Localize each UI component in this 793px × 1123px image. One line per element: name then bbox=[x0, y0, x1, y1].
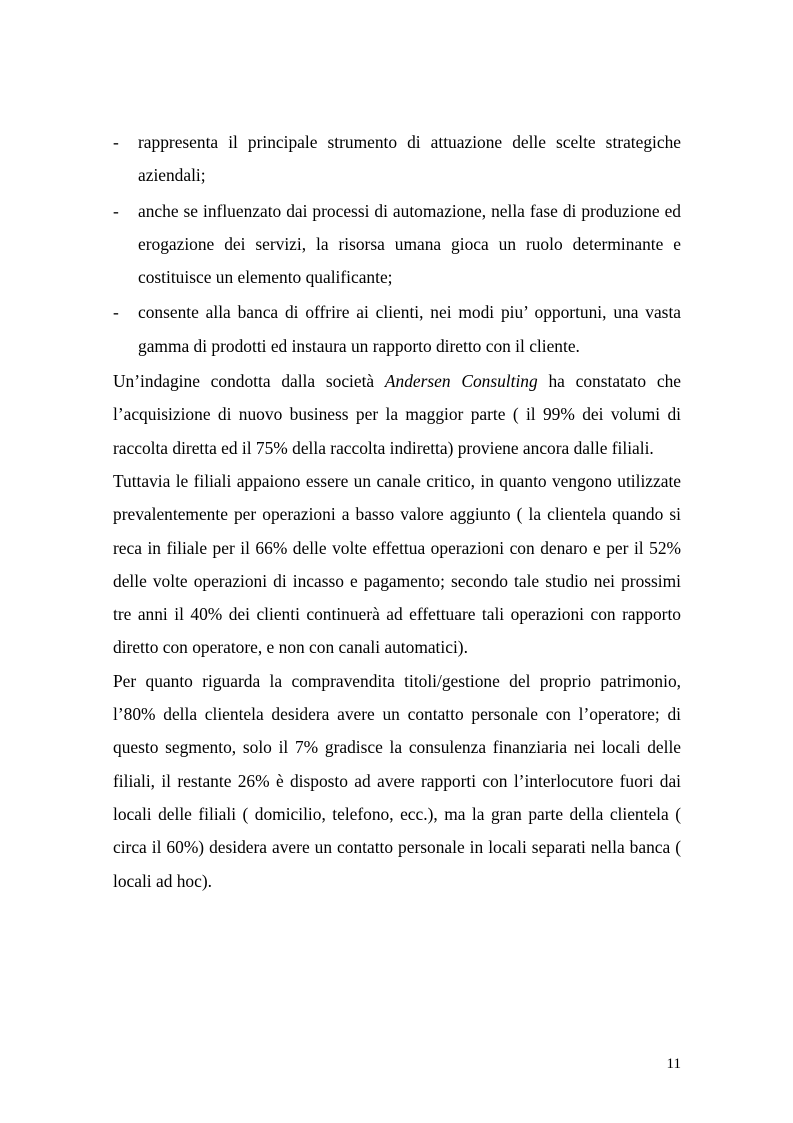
page-number: 11 bbox=[666, 1056, 681, 1072]
paragraph-securities-trading: Per quanto riguarda la compravendita titoli/gestione del proprio patrimonio, l’80% della clientela desidera avere un contatto personale con l’operatore; di questo segmento, solo il 7% gradisce la consulenza finanziaria nei locali delle filiali, il restante 26% è disposto ad avere rapporti con l’interlocutore fuori dai locali delle filiali ( domicilio, telefono, ecc.), ma la gran parte della clientela ( circa il 60%) desidera avere un contatto personale in locali separati nella banca ( locali ad hoc). bbox=[113, 670, 681, 891]
bullet-dash: - bbox=[113, 200, 119, 221]
paragraph-text: Un’indagine condotta dalla società bbox=[113, 371, 385, 392]
document-body bbox=[113, 126, 681, 898]
paragraph-andersen-survey bbox=[113, 365, 681, 465]
bullet-item-human-resource bbox=[113, 195, 681, 295]
bullet-text: anche se influenzato dai processi di automazione, nella fase di produzione ed erogazione dei servizi, la risorsa umana gioca un ruolo determinante e costituisce un elemento qualificante; bbox=[138, 200, 681, 288]
paragraph-text: ha constatato che l’acquisizione di nuovo business per la maggior parte ( il 99% dei volumi di raccolta diretta ed il 75% della raccolta indiretta) proviene ancora dalle filiali. bbox=[113, 371, 681, 458]
bullet-dash: - bbox=[113, 132, 119, 152]
bullet-item-products bbox=[113, 296, 681, 363]
company-name: Andersen Consulting bbox=[384, 371, 538, 392]
paragraph-branches-critical: Tuttavia le filiali appaiono essere un canale critico, in quanto vengono utilizzate prevalentemente per operazioni a basso valore aggiunto ( la clientela quando si reca in filiale per il 66% delle volte effettua operazioni con denaro e per il 52% delle volte operazioni di incasso e pagamento; secondo tale studio nei prossimi tre anni il 40% dei clienti continuerà ad effettuare tali operazioni con rapporto diretto con operatore, e non con canali automatici). bbox=[113, 470, 681, 658]
bullet-list bbox=[113, 126, 681, 363]
bullet-item-strategy bbox=[113, 126, 681, 193]
bullet-dash: - bbox=[113, 302, 119, 323]
bullet-text: rappresenta il principale strumento di attuazione delle scelte strategiche aziendali; bbox=[138, 132, 681, 186]
bullet-text: consente alla banca di offrire ai clienti, nei modi piu’ opportuni, una vasta gamma di prodotti ed instaura un rapporto diretto con il cliente. bbox=[138, 302, 681, 356]
